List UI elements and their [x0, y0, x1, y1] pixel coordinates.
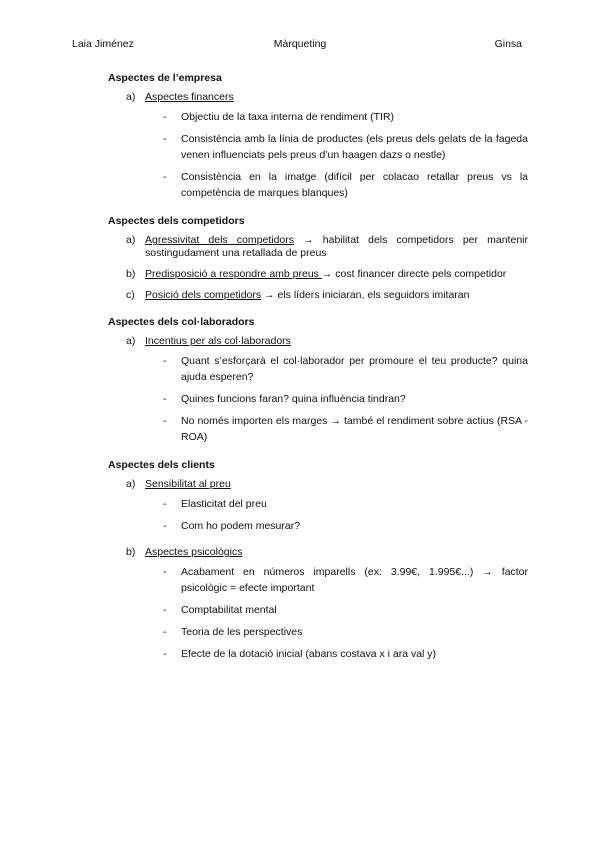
sub-item-text: Teoria de les perspectives [181, 626, 303, 638]
dash-marker: - [163, 171, 167, 183]
item-text: → cost financer directe pels competidor [321, 268, 507, 280]
item-text: → els líders iniciaran, els seguidors imitaran [261, 289, 470, 301]
item-label: Sensibilitat al preu [145, 478, 231, 490]
sub-item [108, 169, 528, 201]
list-item [108, 546, 528, 559]
section-title: Aspectes dels clients [108, 459, 215, 471]
list-item [108, 268, 528, 281]
sub-item-text: Quines funcions faran? quina influència tindran? [181, 393, 406, 405]
dash-marker: - [163, 393, 167, 405]
header-subject: Màrqueting [273, 38, 327, 50]
sub-item-text: Consistència en la imatge (difícil per colacao retallar preus vs la competència de marques blanques) [181, 171, 528, 199]
dash-marker: - [163, 626, 167, 638]
section-title: Aspectes dels col·laboradors [108, 316, 255, 328]
dash-marker: - [163, 111, 167, 123]
dash-marker: - [163, 648, 167, 660]
list-marker: a) [126, 234, 136, 246]
sub-item-text: Com ho podem mesurar? [181, 520, 301, 532]
sub-item [108, 602, 528, 618]
sub-item [108, 131, 528, 163]
list-marker: b) [126, 268, 136, 280]
section-title: Aspectes de l’empresa [108, 72, 222, 84]
list-marker: a) [126, 478, 136, 490]
section-title: Aspectes dels competidors [108, 215, 245, 227]
sub-item-text: Elasticitat del preu [181, 498, 267, 510]
sub-item-text: Acabament en números imparells (ex: 3.99€, 1.995€...) → factor psicològic = efecte important [181, 566, 528, 594]
list-marker: a) [126, 335, 136, 347]
sub-item-text: Consistència amb la línia de productes (els preus dels gelats de la fageda venen influenciats pels preus d’un haagen dazs o nestle) [181, 133, 528, 161]
list-item [108, 91, 528, 104]
item-label: Aspectes psicològics [145, 546, 243, 558]
item-label: Posició dels competidors [145, 289, 262, 301]
dash-marker: - [163, 604, 167, 616]
item-label: Incentius per als col·laboradors [145, 335, 291, 347]
section-empresa [108, 72, 528, 201]
section-competidors [108, 215, 528, 302]
section-clients [108, 459, 528, 662]
dash-marker: - [163, 566, 167, 578]
sub-item [108, 624, 528, 640]
header-author: Laia Jiménez [72, 38, 134, 50]
list-marker: c) [126, 289, 135, 301]
list-item [108, 335, 528, 348]
sub-item-text: Comptabilitat mental [181, 604, 277, 616]
sub-item [108, 391, 528, 407]
section-collaboradors [108, 316, 528, 445]
sub-item-text: Efecte de la dotació inicial (abans costava x i ara val y) [181, 648, 437, 660]
page-header [0, 38, 600, 52]
list-item [108, 289, 528, 302]
item-text: → habilitat dels competidors per mantenir sostingudament una retallada de preus [145, 234, 528, 259]
dash-marker: - [163, 498, 167, 510]
list-marker: b) [126, 546, 136, 558]
sub-item-text: Objectiu de la taxa interna de rendiment (TIR) [181, 111, 395, 123]
item-label: Predisposició a respondre amb preus [145, 268, 322, 280]
sub-item [108, 353, 528, 385]
document-body [108, 72, 528, 676]
item-label: Agressivitat dels competidors [145, 234, 294, 246]
sub-item-text: No només importen els marges → també el rendiment sobre actius (RSA - ROA) [181, 415, 528, 443]
dash-marker: - [163, 133, 167, 145]
list-item [108, 234, 528, 260]
item-label: Aspectes financers [145, 91, 234, 103]
dash-marker: - [163, 355, 167, 367]
sub-item [108, 496, 528, 512]
header-company: Ginsa [494, 38, 522, 50]
sub-item [108, 646, 528, 662]
list-marker: a) [126, 91, 136, 103]
sub-item [108, 518, 528, 534]
list-item [108, 478, 528, 491]
dash-marker: - [163, 520, 167, 532]
dash-marker: - [163, 415, 167, 427]
sub-item [108, 109, 528, 125]
sub-item-text: Quant s’esforçarà el col·laborador per promoure el teu producte? quina ajuda esperen? [181, 355, 528, 383]
sub-item [108, 564, 528, 596]
sub-item [108, 413, 528, 445]
